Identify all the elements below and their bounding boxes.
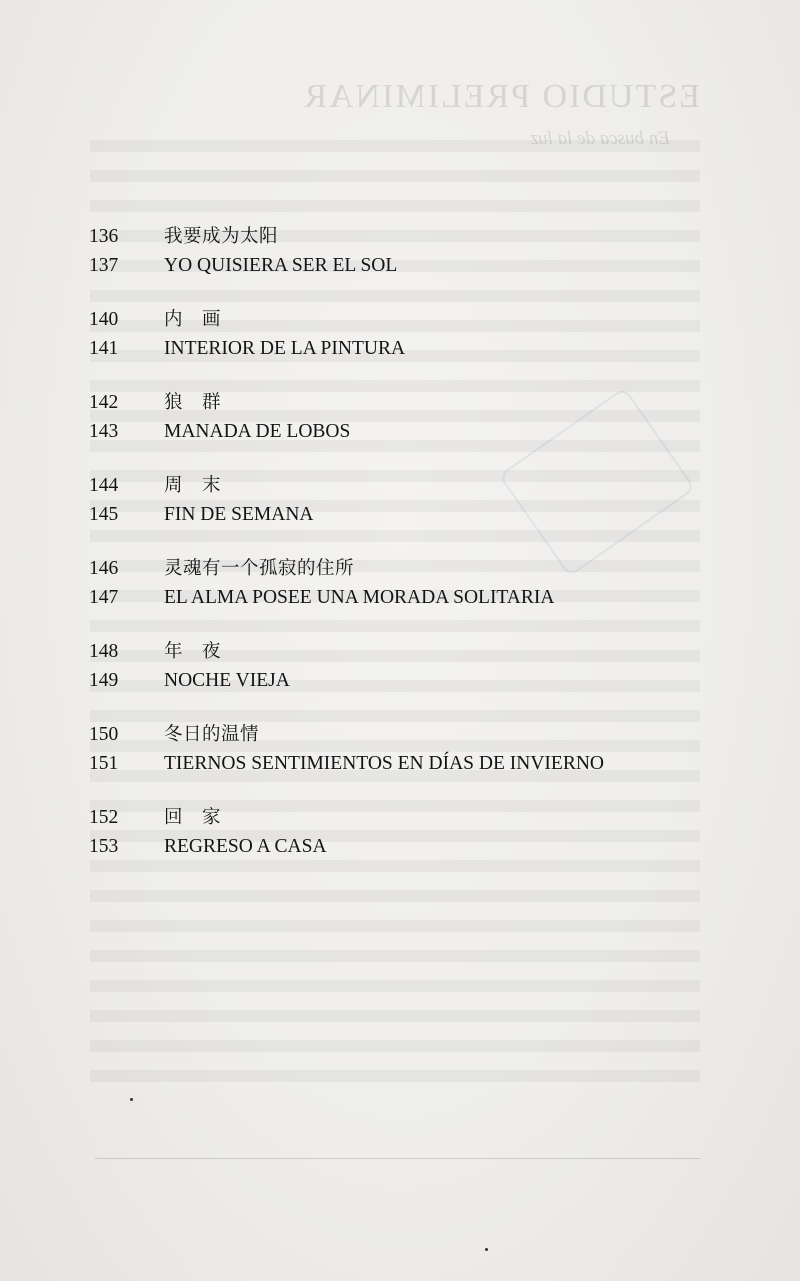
list-item (89, 720, 729, 749)
page-number: 147 (89, 587, 119, 608)
entry-title-chinese: 狼 群 (164, 392, 222, 413)
entry-title-spanish: TIERNOS SENTIMIENTOS EN DÍAS DE INVIERNO (164, 753, 604, 774)
entry-title-spanish: MANADA DE LOBOS (164, 421, 351, 442)
entry-group (89, 222, 729, 280)
page-number: 153 (89, 836, 119, 857)
page-number: 136 (89, 226, 119, 247)
entry-title-chinese: 回 家 (164, 807, 222, 828)
list-item (89, 666, 729, 695)
entry-group (89, 720, 729, 778)
entry-title-spanish: INTERIOR DE LA PINTURA (164, 338, 406, 359)
list-item (89, 637, 729, 666)
page-number: 150 (89, 724, 119, 745)
entry-group (89, 388, 729, 446)
page-number: 137 (89, 255, 119, 276)
list-item (89, 803, 729, 832)
page-number: 149 (89, 670, 119, 691)
entry-title-chinese: 灵魂有一个孤寂的住所 (164, 558, 355, 579)
page-number: 142 (89, 392, 119, 413)
paper-speck (485, 1248, 488, 1251)
page-number: 140 (89, 309, 119, 330)
entry-title-spanish: REGRESO A CASA (164, 836, 327, 857)
page-number: 141 (89, 338, 119, 359)
page-number: 145 (89, 504, 119, 525)
entry-title-chinese: 冬日的温情 (164, 724, 260, 745)
bleed-through-footer-rule (95, 1158, 700, 1159)
list-item (89, 471, 729, 500)
entry-title-chinese: 内 画 (164, 309, 222, 330)
entry-title-spanish: FIN DE SEMANA (164, 504, 314, 525)
entry-group (89, 471, 729, 529)
bleed-through-subtitle: En busca de la luz (530, 128, 670, 149)
entry-title-spanish: NOCHE VIEJA (164, 670, 290, 691)
entry-group (89, 803, 729, 861)
page-number: 146 (89, 558, 119, 579)
list-item (89, 583, 729, 612)
entry-group (89, 554, 729, 612)
list-item (89, 222, 729, 251)
list-item (89, 334, 729, 363)
entry-title-spanish: EL ALMA POSEE UNA MORADA SOLITARIA (164, 587, 555, 608)
list-item (89, 500, 729, 529)
page-number: 143 (89, 421, 119, 442)
contents-list (89, 222, 729, 861)
list-item (89, 749, 729, 778)
page-number: 144 (89, 475, 119, 496)
list-item (89, 388, 729, 417)
entry-title-chinese: 周 末 (164, 475, 222, 496)
page-number: 148 (89, 641, 119, 662)
entry-title-chinese: 年 夜 (164, 641, 222, 662)
list-item (89, 554, 729, 583)
list-item (89, 251, 729, 280)
page-number: 151 (89, 753, 119, 774)
entry-title-chinese: 我要成为太阳 (164, 226, 279, 247)
entry-group (89, 305, 729, 363)
bleed-through-title: ESTUDIO PRELIMINAR (302, 78, 700, 115)
entry-title-spanish: YO QUISIERA SER EL SOL (164, 255, 398, 276)
list-item (89, 832, 729, 861)
list-item (89, 305, 729, 334)
paper-speck (130, 1098, 133, 1101)
entry-group (89, 637, 729, 695)
page-number: 152 (89, 807, 119, 828)
list-item (89, 417, 729, 446)
